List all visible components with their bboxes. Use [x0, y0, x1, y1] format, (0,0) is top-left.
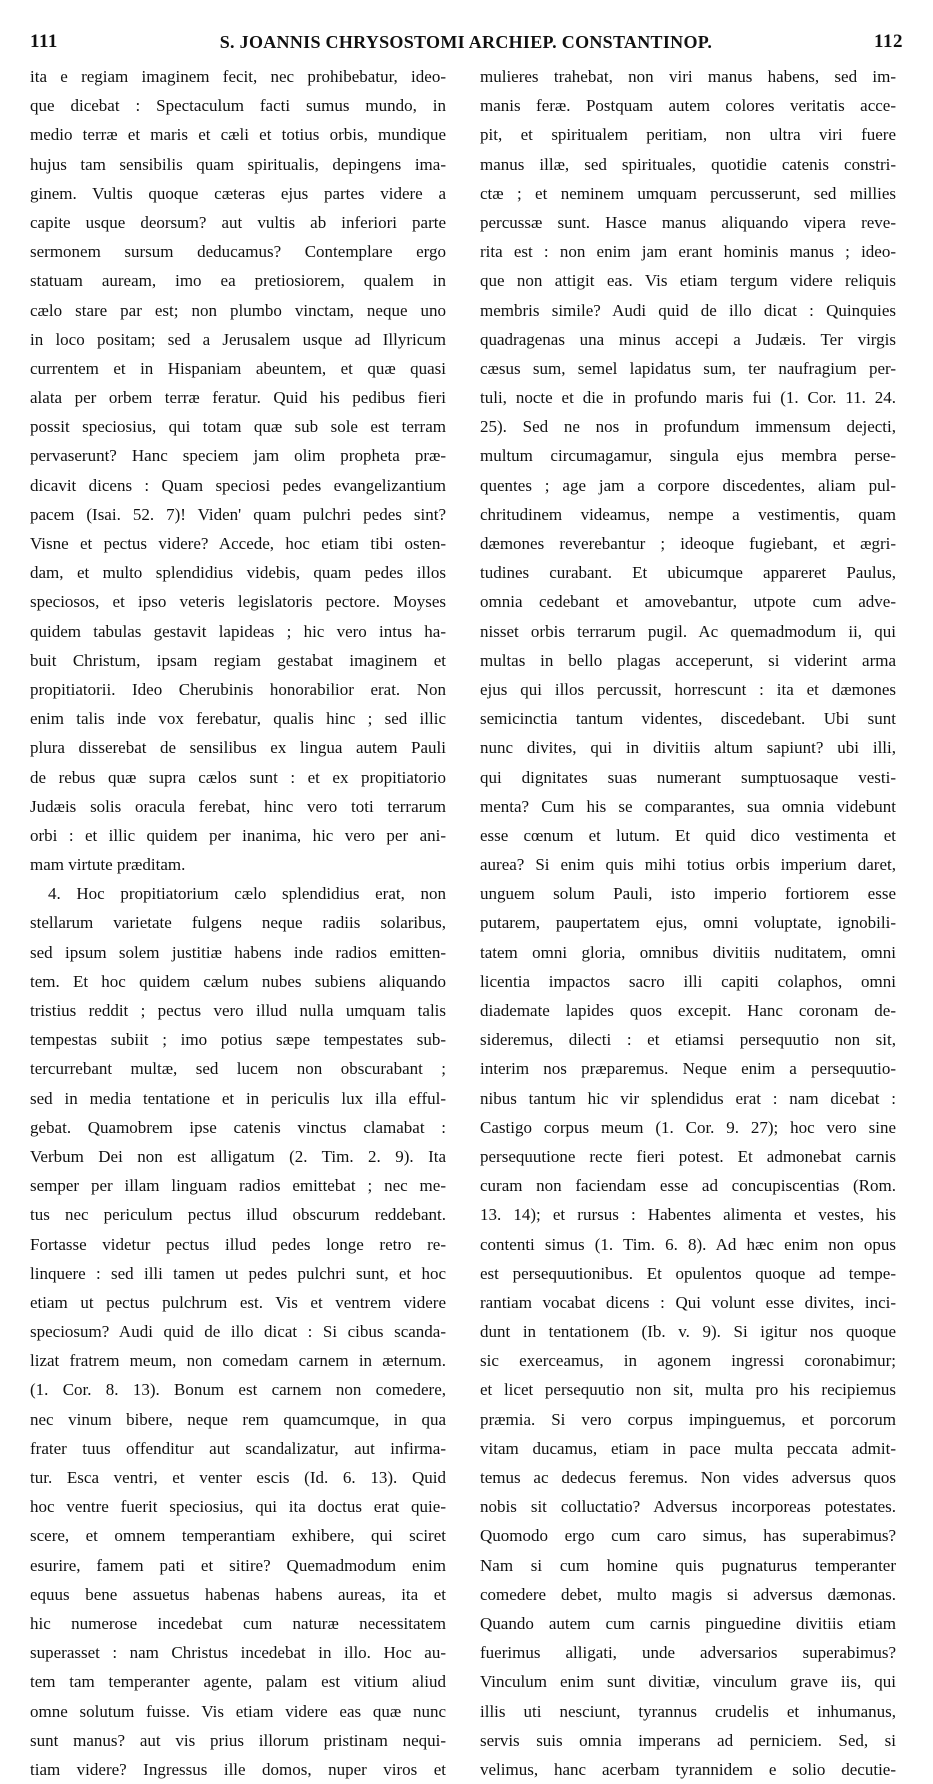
- text-line: pacem (Isai. 52. 7)! Viden' quam pulchri pedes sint?: [30, 504, 446, 524]
- text-line: curam non faciendam esse ad concupiscentias (Rom.: [480, 1176, 896, 1196]
- text-line: stellarum varietate fulgens neque radiis solaribus,: [30, 913, 446, 933]
- text-line: esurire, famem pati et sitire? Quemadmodum enim: [30, 1555, 446, 1575]
- text-line: 25). Sed ne nos in profundum immensum dejecti,: [480, 417, 896, 437]
- text-line: tempestas subiit ; imo potius sæpe tempestates sub-: [30, 1030, 446, 1050]
- text-line: dæmones reverebantur ; ideoque fugiebant, et ægri-: [480, 534, 896, 553]
- text-line: scere, et omnem temperantiam exhibere, qui sciret: [30, 1526, 446, 1546]
- text-line: (1. Cor. 8. 13). Bonum est carnem non comedere,: [30, 1380, 446, 1400]
- text-line: contenti simus (1. Tim. 6. 8). Ad hæc enim non opus: [480, 1234, 896, 1254]
- text-line: tudines curabant. Et ubicumque appareret Paulus,: [480, 563, 896, 583]
- page-header: [30, 28, 903, 56]
- text-line: buit Christum, ipsam regiam gestabat imaginem et: [30, 650, 446, 670]
- text-line: Quomodo ergo cum caro simus, has superabimus?: [480, 1526, 896, 1546]
- text-line: nibus tantum hic vir splendidus erat : nam dicebat :: [480, 1088, 896, 1108]
- text-line: nisset orbis terrarum pugil. Ac quemadmodum ii, qui: [480, 621, 896, 641]
- text-line: tur. Esca ventri, et venter escis (Id. 6. 13). Quid: [30, 1468, 446, 1487]
- text-line: velimus, hanc acerbam tyrannidem e solio decutie-: [480, 1759, 896, 1779]
- text-line: unguem solum Pauli, isto imperio fortiorem esse: [480, 884, 896, 904]
- text-line: Nam si cum homine quis pugnaturus temperanter: [480, 1555, 896, 1575]
- text-line: in loco positam; sed a Jerusalem usque ad Illyricum: [30, 329, 446, 349]
- text-line: diademate lapides quos excepit. Hanc coronam de-: [480, 1001, 896, 1020]
- text-line: lizat fratrem meum, non comedam carnem in æternum.: [30, 1351, 446, 1371]
- text-line: tuli, nocte et die in profundo maris fui (1. Cor. 11. 24.: [480, 388, 896, 408]
- text-line: interim nos præparemus. Neque enim a persequutio-: [480, 1059, 896, 1079]
- text-line: dicavit dicens : Quam speciosi pedes evangelizantium: [30, 475, 446, 495]
- text-line: rita est : non enim jam erant hominis manus ; ideo-: [480, 242, 896, 262]
- text-line: medio terræ et maris et cæli et totius orbis, mundique: [30, 125, 446, 145]
- text-line: sideremus, dilecti : et etiamsi persequutio non sit,: [480, 1030, 896, 1050]
- text-line: frater tuus offenditur aut scandalizatur, aut infirma-: [30, 1438, 446, 1458]
- text-line: sunt manus? aut vis prius illorum pristinam nequi-: [30, 1730, 446, 1750]
- text-line: 4. Hoc propitiatorium cælo splendidius erat, non: [48, 884, 446, 904]
- text-line: cælo stare par est; non plumbo vinctam, neque uno: [30, 300, 446, 320]
- text-line: tem tam temperanter agente, palam est vitium aliud: [30, 1672, 446, 1692]
- text-line: sic exerceamus, in agonem ingressi coronabimur;: [480, 1351, 896, 1371]
- text-line: membris simile? Audi quid de illo dicat : Quinquies: [480, 300, 896, 320]
- text-line: etiam ut pectus pulchrum est. Vis et ventrem videre: [30, 1292, 446, 1312]
- text-line: servis suis omnia imperans ad perniciem. Sed, si: [480, 1730, 896, 1750]
- text-line: sed ipsum solem justitiæ habens inde radios emitten-: [30, 942, 446, 962]
- text-line: tatem omni gloria, omnibus divitiis nuditatem, omni: [480, 942, 896, 962]
- text-line: que dicebat : Spectaculum facti sumus mundo, in: [30, 96, 446, 116]
- text-line: gebat. Quamobrem ipse catenis vinctus clamabat :: [30, 1117, 446, 1137]
- text-line: ctæ ; et neminem umquam percusserunt, sed millies: [480, 183, 896, 203]
- text-line: menta? Cum his se comparantes, sua omnia videbunt: [480, 796, 896, 816]
- text-line: aurea? Si enim quis mihi totius orbis imperium daret,: [480, 855, 896, 875]
- text-line: speciosos, et ipso veteris legislatoris pectore. Moyses: [30, 592, 446, 612]
- text-line: Fortasse videtur pectus illud pedes longe retro re-: [30, 1234, 446, 1254]
- text-line: ejus qui illos percussit, horrescunt : ita et dæmones: [480, 679, 896, 699]
- text-line: mam virtute præditam.: [30, 855, 186, 875]
- text-line: hic numerose incedebat cum naturæ necessitatem: [30, 1613, 446, 1633]
- text-line: que non attigit eas. Vis etiam tergum videre reliquis: [480, 271, 896, 291]
- text-line: capite usque deorsum? aut vultis ab inferiori parte: [30, 212, 446, 232]
- text-line: manis feræ. Postquam autem colores veritatis acce-: [480, 96, 896, 116]
- page-number-right: 112: [874, 31, 903, 52]
- text-line: sermonem sursum deducamus? Contemplare ergo: [30, 242, 446, 262]
- text-line: illis uti nesciunt, tyrannus crudelis et inhumanus,: [480, 1701, 896, 1721]
- text-line: omnia cedebant et amovebantur, utpote cum adve-: [480, 592, 896, 612]
- text-line: comedere debet, multo magis si adversus dæmonas.: [480, 1584, 896, 1604]
- text-line: fuerimus alligati, unde adversarios superabimus?: [480, 1643, 896, 1663]
- text-line: et licet persequutio non sit, multa pro his recipiemus: [480, 1380, 896, 1400]
- text-line: temus ac dedecus feremus. Non vides adversus quos: [480, 1468, 896, 1487]
- text-line: speciosum? Audi quid de illo dicat : Si cibus scanda-: [30, 1322, 446, 1342]
- text-line: semper per illam linguam radios emittebat ; nec me-: [30, 1176, 446, 1196]
- text-line: propitiatorii. Ideo Cherubinis honorabilior erat. Non: [30, 679, 446, 699]
- text-line: cæsus sum, semel lapidatus sum, ter naufragium per-: [480, 358, 896, 378]
- text-line: dunt in tentationem (Ib. v. 9). Si igitur nos quoque: [480, 1322, 896, 1342]
- text-line: nunc divites, qui in divitiis altum sapiunt? ubi illi,: [480, 738, 896, 758]
- right-text-column: [480, 62, 896, 1784]
- text-line: plura disserebat de sensilibus ex lingua autem Pauli: [30, 738, 446, 758]
- text-line: tem. Et hoc quidem cælum nubes subiens aliquando: [30, 971, 446, 991]
- text-line: persequutione recte fieri potest. Et admonebat carnis: [480, 1146, 896, 1166]
- text-line: linquere : sed illi tamen ut pedes pulchri sunt, et hoc: [30, 1263, 446, 1283]
- text-line: equus bene assuetus habenas habens aureas, ita et: [30, 1584, 446, 1604]
- text-line: de rebus quæ supra cælos sunt : et ex propitiatorio: [30, 767, 446, 787]
- text-line: putarem, paupertatem ejus, omni voluptate, ignobili-: [480, 913, 896, 933]
- text-line: enim talis inde vox ferebatur, qualis hinc ; sed illic: [30, 709, 446, 729]
- text-line: 13. 14); et rursus : Habentes alimenta et vestes, his: [480, 1205, 896, 1225]
- text-line: currentem et in Hispaniam abeuntem, et quæ quasi: [30, 358, 446, 378]
- text-line: tristius reddit ; pectus vero illud nulla umquam talis: [30, 1001, 446, 1020]
- text-line: nobis sit colluctatio? Adversus incorporeas potestates.: [480, 1497, 896, 1517]
- text-line: ginem. Vultis quoque cæteras ejus partes videre a: [30, 183, 446, 203]
- text-line: Vinculum enim sunt divitiæ, vinculum grave iis, qui: [480, 1672, 896, 1692]
- text-line: quidem tabulas gestavit lapideas ; hic vero intus ha-: [30, 621, 446, 641]
- text-line: multum circumagamur, singula ejus membra perse-: [480, 446, 896, 466]
- text-line: Judæis solis oracula ferebat, hinc vero toti terrarum: [30, 796, 446, 816]
- text-line: tiam videre? Ingressus ille domos, nuper viros et: [30, 1759, 446, 1779]
- text-line: mulieres trahebat, non viri manus habens, sed im-: [480, 67, 896, 86]
- text-line: statuam auream, imo ea pretiosiorem, qualem in: [30, 271, 446, 291]
- text-line: pervaserunt? Hanc speciem jam olim propheta præ-: [30, 446, 446, 466]
- text-line: vitam ducamus, etiam in pace multa peccata admit-: [480, 1438, 896, 1458]
- text-line: tus nec periculum pectus illud obscurum reddebant.: [30, 1205, 446, 1225]
- text-line: sed in media tentatione et in periculis lux illa efful-: [30, 1088, 446, 1108]
- text-line: præmia. Si vero corpus impinguemus, et porcorum: [480, 1409, 896, 1429]
- text-line: superasset : nam Christus incedebat in illo. Hoc au-: [30, 1643, 446, 1663]
- text-line: nec vinum bibere, neque rem quamcumque, in qua: [30, 1409, 446, 1429]
- text-line: possit speciosius, qui totam quæ sub sole est terram: [30, 417, 446, 437]
- text-line: quentes ; age jam a corpore discedentes, aliam pul-: [480, 475, 896, 495]
- text-line: tercurrebant multæ, sed lucem non obscurabant ;: [30, 1059, 446, 1079]
- text-line: percussæ sunt. Hasce manus aliquando vipera reve-: [480, 212, 896, 232]
- text-line: hujus tam sensibilis quam spiritualis, depingens ima-: [30, 154, 446, 174]
- text-line: multas in bello plagas acceperunt, si viderint arma: [480, 650, 896, 670]
- text-line: chritudinem videamus, nempe a vestimentis, quam: [480, 504, 896, 524]
- text-line: ita e regiam imaginem fecit, nec prohibebatur, ideo-: [30, 67, 446, 86]
- text-line: Castigo corpus meum (1. Cor. 9. 27); hoc vero sine: [480, 1117, 896, 1137]
- text-line: orbi : et illic quidem per inanima, hic vero per ani-: [30, 825, 446, 845]
- page-number-left: 111: [30, 31, 58, 52]
- text-line: omne solutum fuisse. Vis etiam videre eas quæ nunc: [30, 1701, 446, 1721]
- text-line: Verbum Dei non est alligatum (2. Tim. 2. 9). Ita: [30, 1146, 446, 1166]
- text-line: semicinctia tantum videntes, discedebant. Ubi sunt: [480, 709, 896, 729]
- running-title: S. JOANNIS CHRYSOSTOMI ARCHIEP. CONSTANTINOP.: [219, 31, 713, 52]
- text-line: qui dignitates suas numerant sumptuosaque vesti-: [480, 767, 896, 787]
- text-line: quadragenas una minus accepi a Judæis. Ter virgis: [480, 329, 896, 349]
- text-line: Quando autem cum carnis pinguedine divitiis etiam: [480, 1613, 896, 1633]
- text-line: hoc ventre fuerit speciosius, qui ita doctus erat quie-: [30, 1497, 446, 1517]
- text-line: manus illæ, sed spirituales, quotidie catenis constri-: [480, 154, 896, 174]
- text-line: dam, et multo splendidius videbis, quam pedes illos: [30, 563, 446, 583]
- text-line: esse cœnum et lutum. Et quid dico vestimenta et: [480, 825, 896, 845]
- text-line: pit, et spiritualem peritiam, non ultra viri fuere: [480, 125, 896, 145]
- text-line: licentia impactos sacro illi capiti colaphos, omni: [480, 971, 896, 991]
- text-line: alata per orbem terræ feratur. Quid his pedibus fieri: [30, 388, 446, 408]
- text-line: rantiam vocabat dicens : Qui volunt esse divites, inci-: [480, 1292, 896, 1312]
- text-line: est persequutionibus. Et opulentos quoque ad tempe-: [480, 1263, 896, 1283]
- text-line: Visne et pectus videre? Accede, hoc etiam tibi osten-: [30, 534, 446, 553]
- left-text-column: [30, 62, 446, 1784]
